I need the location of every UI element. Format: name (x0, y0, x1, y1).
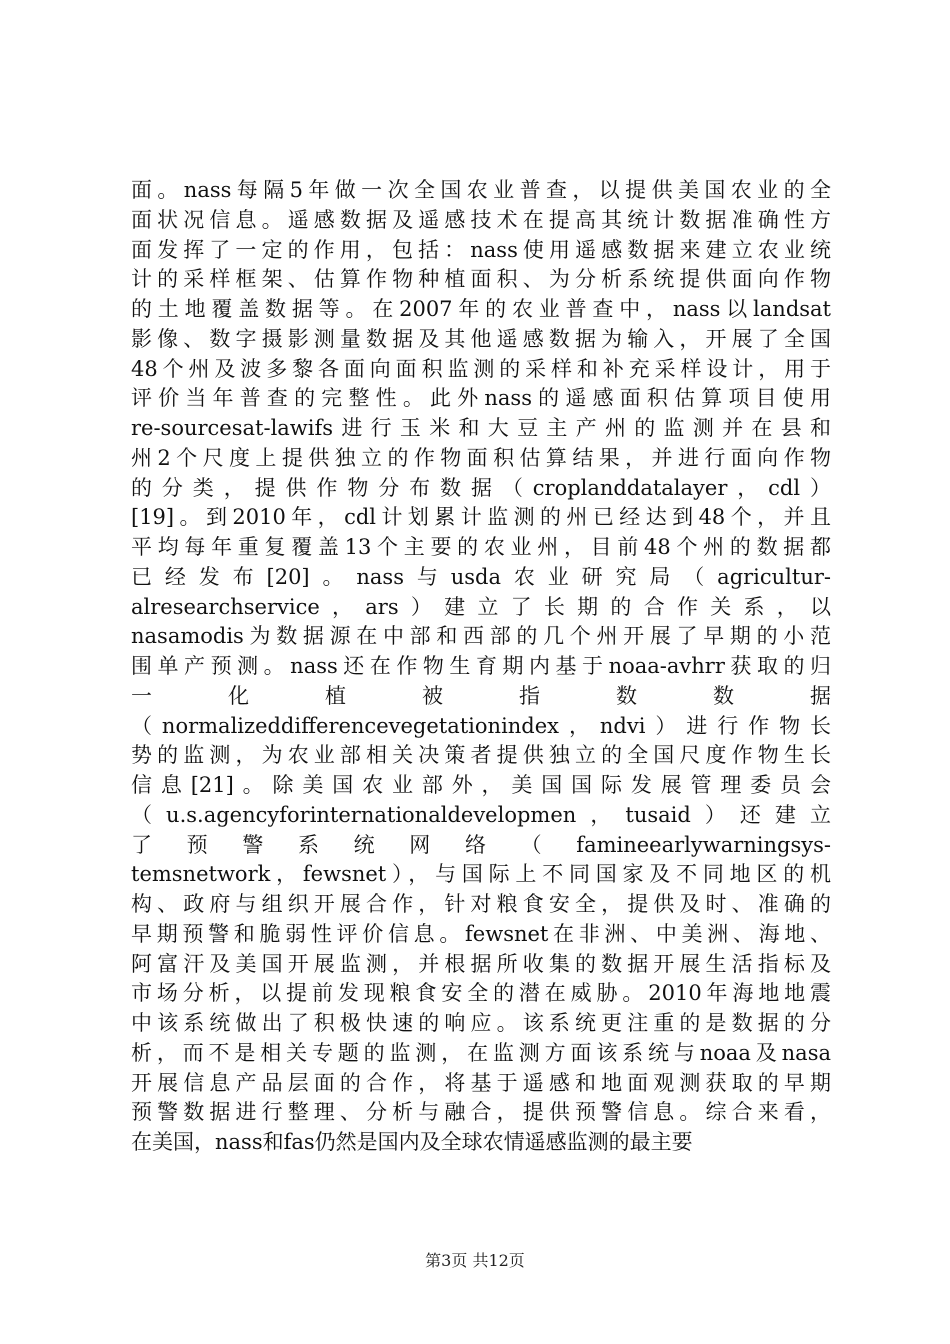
text-line: 中该系统做出了积极快速的响应。该系统更注重的是数据的分 (131, 1011, 831, 1035)
text-line: 平均每年重复覆盖13个主要的农业州，目前48个州的数据都 (131, 535, 831, 559)
text-line: 市场分析，以提前发现粮食安全的潜在威胁。2010年海地地震 (131, 981, 831, 1006)
text-line: 预警数据进行整理、分析与融合，提供预警信息。综合来看， (131, 1100, 831, 1125)
body-text (131, 176, 831, 1158)
text-line: 信息[21]。除美国农业部外，美国国际发展管理委员会 (131, 773, 831, 797)
text-line: 评价当年普查的完整性。此外nass的遥感面积估算项目使用 (131, 386, 831, 411)
text-line: 析，而不是相关专题的监测，在监测方面该系统与noaa及nasa (131, 1040, 831, 1065)
text-line: 一 化 植 被 指 数 数 据 (131, 683, 831, 708)
text-line: 已经发布[20]。nass与usda农业研究局（agricultur- (131, 564, 831, 589)
text-line: 影像、数字摄影测量数据及其他遥感数据为输入，开展了全国 (131, 326, 831, 351)
text-line: （u.s.agencyforinternationaldevelopmen，tusaid）还建立 (131, 802, 831, 827)
text-line: 开展信息产品层面的合作，将基于遥感和地面观测获取的早期 (131, 1070, 831, 1095)
text-line: re-sourcesat-lawifs进行玉米和大豆主产州的监测并在县和 (131, 416, 831, 440)
text-line: 在美国，nass和fas仍然是国内及全球农情遥感监测的最主要 (131, 1130, 693, 1154)
text-line: 了 预 警 系 统 网 络 （ famineearlywarningsys- (131, 832, 831, 857)
text-line: 早期预警和脆弱性评价信息。fewsnet在非洲、中美洲、海地、 (131, 921, 831, 946)
text-line: 州2个尺度上提供独立的作物面积估算结果，并进行面向作物 (131, 445, 831, 470)
text-line: 计的采样框架、估算作物种植面积、为分析系统提供面向作物 (131, 267, 831, 292)
text-line: 面。nass每隔5年做一次全国农业普查，以提供美国农业的全 (131, 178, 831, 202)
text-line: 构、政府与组织开展合作，针对粮食安全，提供及时、准确的 (131, 892, 831, 916)
text-line: temsnetwork，fewsnet），与国际上不同国家及不同地区的机 (131, 862, 831, 887)
text-line: alresearchservice，ars）建立了长期的合作关系，以 (131, 594, 831, 619)
text-line: [19]。到2010年，cdl计划累计监测的州已经达到48个，并且 (131, 505, 831, 530)
text-line: nasamodis为数据源在中部和西部的几个州开展了早期的小范 (131, 624, 831, 649)
text-line: （normalizeddifferencevegetationindex，ndvi）进行作物长 (131, 713, 831, 738)
text-line: 48个州及波多黎各面向面积监测的采样和补充采样设计，用于 (131, 356, 831, 381)
text-line: 的土地覆盖数据等。在2007年的农业普查中，nass以landsat (131, 297, 831, 321)
text-line: 势的监测，为农业部相关决策者提供独立的全国尺度作物生长 (131, 743, 831, 768)
text-line: 的分类，提供作物分布数据（croplanddatalayer，cdl） (131, 475, 831, 500)
text-line: 阿富汗及美国开展监测，并根据所收集的数据开展生活指标及 (131, 951, 831, 976)
text-line: 围单产预测。nass还在作物生育期内基于noaa-avhrr获取的归 (131, 654, 831, 678)
page-number-footer: 第3页 共12页 (425, 1251, 525, 1270)
text-line: 面发挥了一定的作用，包括：nass使用遥感数据来建立农业统 (131, 237, 831, 262)
text-line: 面状况信息。遥感数据及遥感技术在提高其统计数据准确性方 (131, 207, 831, 232)
